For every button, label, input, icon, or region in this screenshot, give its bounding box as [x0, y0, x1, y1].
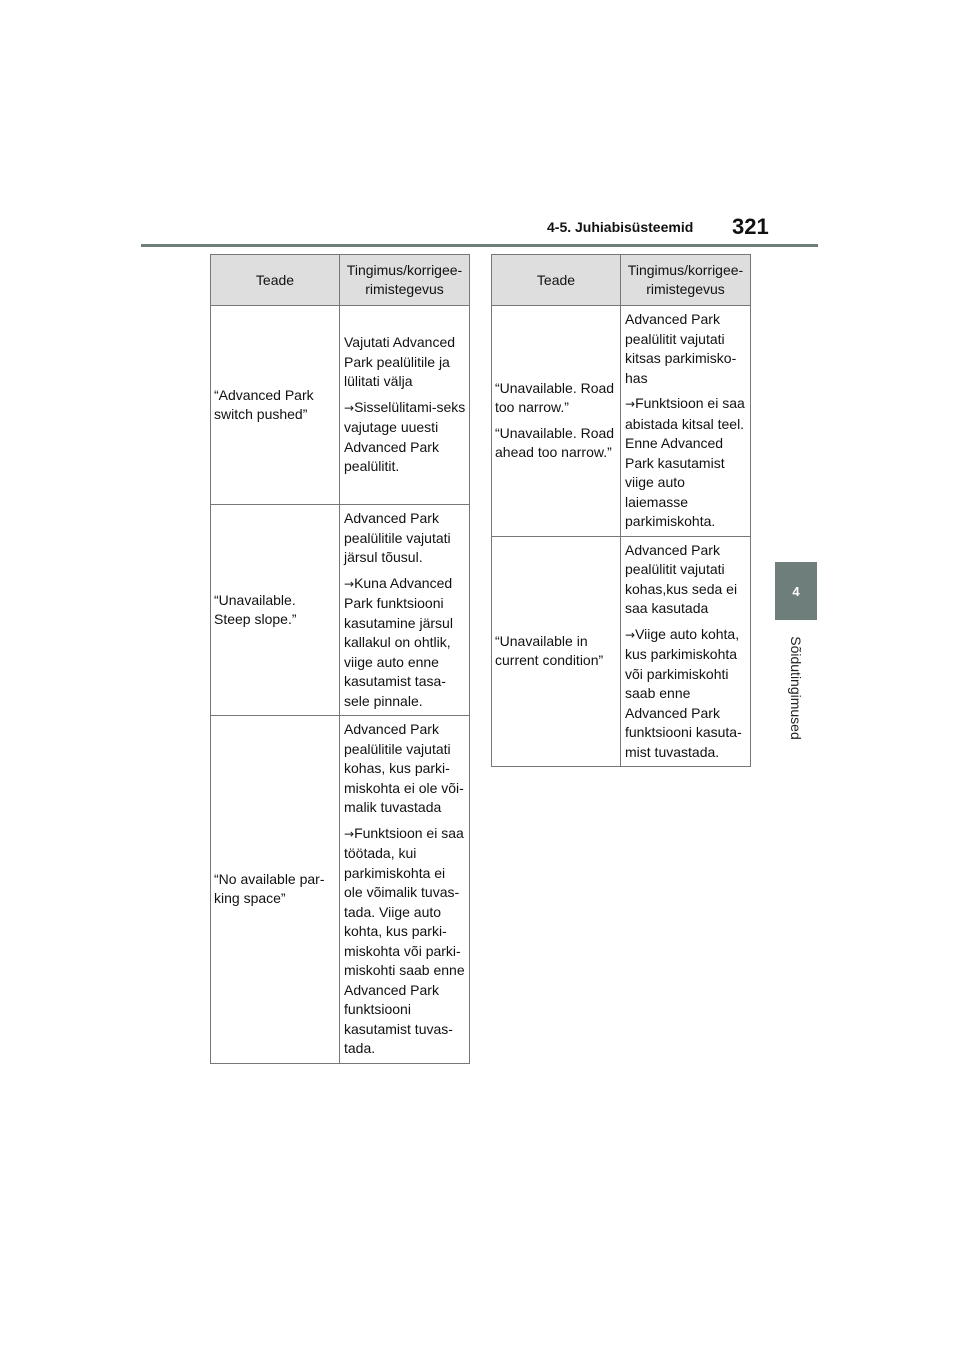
condition-cell — [340, 716, 470, 1064]
table-row — [211, 306, 470, 505]
condition-text: Advanced Park pealülitile vajutati järsul tõusul. — [344, 510, 451, 565]
header-condition: Tingimus/korrigee-rimistegevus — [340, 255, 470, 306]
message-cell — [492, 306, 621, 537]
condition-text: Advanced Park pealülitile vajutati kohas, kus parki-miskohta ei ole või-malik tuvastada — [344, 721, 464, 815]
action-text: →Funktsioon ei saa abistada kitsal teel. Enne Advanced Park kasutamist viige auto laiemasse parkimiskohta. — [625, 395, 745, 529]
condition-cell — [621, 306, 751, 537]
table-row — [492, 306, 751, 537]
condition-text: Vajutati Advanced Park pealülitile ja lülitati välja — [344, 334, 456, 390]
arrow-icon: → — [344, 400, 355, 415]
arrow-icon: → — [344, 576, 355, 591]
condition-text: Advanced Park pealülitit vajutati kohas,kus seda ei saa kasutada — [625, 541, 738, 616]
header-message: Teade — [211, 255, 340, 306]
chapter-tab-number: 4 — [775, 562, 817, 620]
section-title: 4-5. Juhiabisüsteemid — [547, 219, 694, 235]
message-cell — [211, 716, 340, 1064]
message-text: “Unavailable in current condition” — [495, 632, 604, 669]
table-row — [211, 716, 470, 1064]
table-row — [211, 505, 470, 716]
table-row — [492, 536, 751, 767]
header-message: Teade — [492, 255, 621, 306]
table-header-row — [211, 255, 470, 306]
chapter-tab-label: Sõidutingimused — [788, 636, 804, 740]
header-condition: Tingimus/korrigee-rimistegevus — [621, 255, 751, 306]
condition-text: Advanced Park pealülitit vajutati kitsas parkimisko-has — [625, 311, 737, 386]
arrow-icon: → — [344, 826, 355, 841]
condition-cell — [340, 306, 470, 505]
messages-table-right — [491, 254, 751, 767]
message-cell — [211, 505, 340, 716]
header-divider — [141, 244, 818, 247]
table-header-row — [492, 255, 751, 306]
condition-cell — [340, 505, 470, 716]
message-text: “Unavailable. Steep slope.” — [214, 591, 297, 627]
action-text: →Viige auto kohta, kus parkimiskohta või parkimiskohti saab enne Advanced Park funktsiooni kasuta-mist tuvastada. — [625, 625, 742, 760]
action-text: →Funktsioon ei saa töötada, kui parkimiskohta ei ole võimalik tuvas-tada. Viige auto kohta, kus parki-miskohta või parki-miskohti saab enne Advanced Park funktsiooni kasutamist tuvas-tada. — [344, 824, 465, 1056]
message-text: “Advanced Park switch pushed” — [214, 386, 314, 422]
message-text: “Unavailable. Road too narrow.” — [495, 379, 615, 416]
condition-cell — [621, 536, 751, 767]
message-text: “Unavailable. Road ahead too narrow.” — [495, 424, 615, 461]
message-cell — [211, 306, 340, 505]
action-text: →Kuna Advanced Park funktsiooni kasutamine järsul kallakul on ohtlik, viige auto enne kasutamist tasa-sele pinnale. — [344, 574, 453, 709]
messages-table-left — [210, 254, 470, 1064]
arrow-icon: → — [625, 397, 636, 411]
arrow-icon: → — [625, 627, 636, 642]
action-text: →Sisselülitami-seks vajutage uuesti Advanced Park pealülitit. — [344, 398, 466, 475]
page-number: 321 — [732, 214, 769, 239]
message-text: “No available par-king space” — [214, 870, 325, 907]
message-cell — [492, 536, 621, 767]
